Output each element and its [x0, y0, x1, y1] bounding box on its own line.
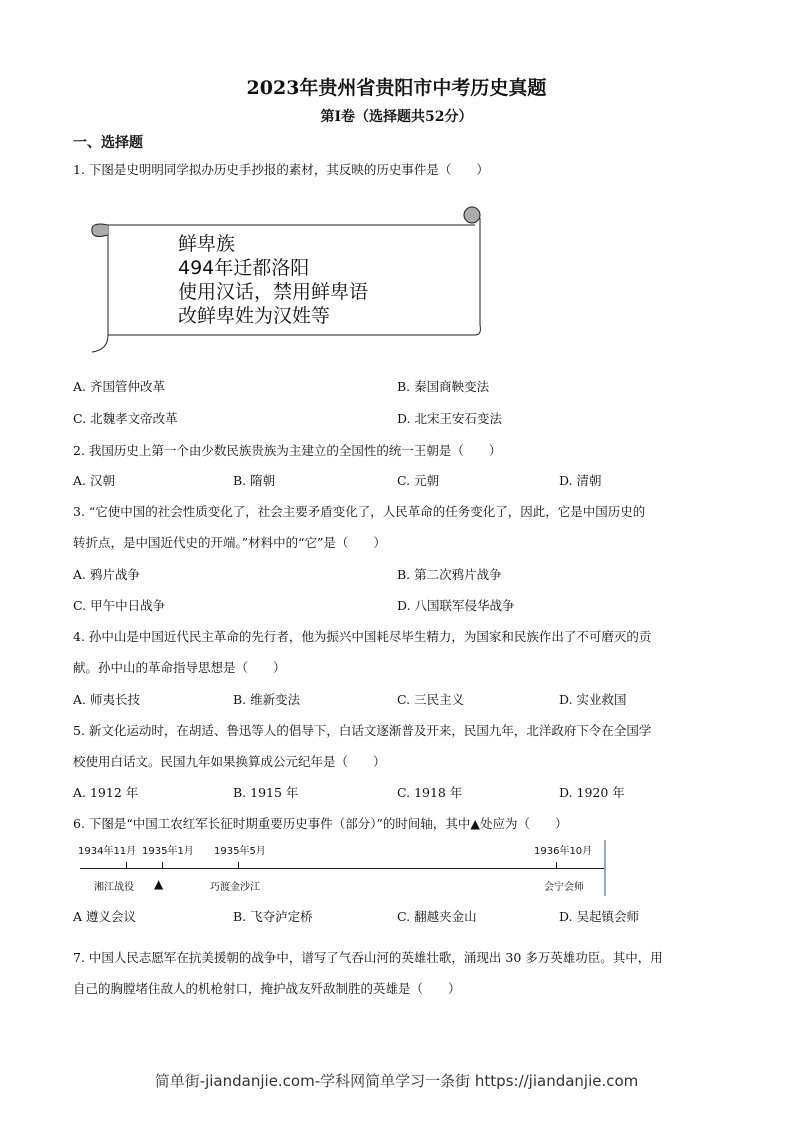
- option: C. 翻越夹金山: [397, 909, 477, 924]
- footer-watermark: 简单街-jiandanjie.com-学科网简单学习一条街 https://jiandanjie.com: [154, 1072, 639, 1090]
- timeline-event-triangle: ▲: [154, 877, 164, 891]
- q4-stem: 4. 孙中山是中国近代民主革命的先行者，他为振兴中国耗尽毕生精力，为国家和民族作出了不可磨灭的贡: [73, 629, 652, 644]
- option: B. 飞夺泸定桥: [233, 909, 313, 924]
- option: A. 鸦片战争: [73, 567, 140, 582]
- option: D. 吴起镇会师: [559, 909, 640, 924]
- timeline-event: 湘江战役: [94, 882, 134, 893]
- option: B. 维新变法: [233, 692, 301, 707]
- option: D. 八国联军侵华战争: [397, 598, 515, 613]
- option: D. 1920 年: [559, 785, 625, 800]
- option: C. 1918 年: [397, 785, 463, 800]
- scroll-line: 494年迁都洛阳: [178, 257, 310, 279]
- timeline-date: 1935年1月: [142, 846, 194, 857]
- scroll-text: [178, 232, 368, 328]
- timeline-event: 会宁会师: [544, 882, 584, 893]
- q5-stem: 校使用白话文。民国九年如果换算成公元纪年是（ ）: [73, 754, 386, 769]
- section-heading: 一、选择题: [73, 135, 143, 151]
- timeline: [78, 836, 608, 900]
- option: B. 隋朝: [233, 473, 276, 488]
- option: C. 甲午中日战争: [73, 598, 166, 613]
- option: D. 实业救国: [559, 692, 627, 707]
- timeline-date: 1935年5月: [214, 846, 266, 857]
- option: A. 汉朝: [73, 473, 115, 488]
- q4-stem: 献。孙中山的革命指导思想是（ ）: [73, 660, 286, 675]
- scroll-line: 改鲜卑姓为汉姓等: [178, 305, 331, 327]
- option: D. 清朝: [559, 473, 602, 488]
- page-subtitle: 第Ⅰ卷（选择题共52分）: [320, 109, 473, 125]
- page-title: 2023年贵州省贵阳市中考历史真题: [246, 77, 547, 99]
- scroll-line: 使用汉话，禁用鲜卑语: [178, 281, 369, 303]
- timeline-date: 1936年10月: [534, 846, 593, 857]
- option: B. 第二次鸦片战争: [397, 567, 502, 582]
- timeline-event: 巧渡金沙江: [210, 882, 260, 893]
- option: B. 秦国商鞅变法: [397, 379, 490, 394]
- q7-stem: 7. 中国人民志愿军在抗美援朝的战争中，谱写了气吞山河的英雄壮歌，涌现出 30 多万英雄功臣。其中，用: [73, 950, 663, 965]
- q3-stem: 3. “它使中国的社会性质变化了，社会主要矛盾变化了，人民革命的任务变化了，因此，它是中国历史的: [73, 504, 646, 519]
- q3-stem: 转折点，是中国近代史的开端。”材料中的“它”是（ ）: [73, 535, 386, 550]
- option: D. 北宋王安石变法: [397, 411, 503, 426]
- option: A. 1912 年: [73, 785, 139, 800]
- q7-stem: 自己的胸膛堵住敌人的机枪射口，掩护战友歼敌制胜的英雄是（ ）: [73, 981, 461, 996]
- option: A. 齐国管仲改革: [73, 379, 165, 394]
- q6-stem: 6. 下图是“中国工农红军长征时期重要历史事件（部分）”的时间轴，其中▲处应为（ ）: [73, 816, 568, 831]
- option: C. 北魏孝文帝改革: [73, 411, 178, 426]
- q2-stem: 2. 我国历史上第一个由少数民族贵族为主建立的全国性的统一王朝是（ ）: [73, 443, 502, 458]
- q1-stem: 1. 下图是史明明同学拟办历史手抄报的素材，其反映的历史事件是（ ）: [73, 162, 489, 177]
- option: B. 1915 年: [233, 785, 299, 800]
- option: C. 元朝: [397, 473, 440, 488]
- option: C. 三民主义: [397, 692, 465, 707]
- option: A. 师夷长技: [73, 692, 140, 707]
- q5-stem: 5. 新文化运动时，在胡适、鲁迅等人的倡导下，白话文逐渐普及开来，民国九年，北洋政府下令在全国学: [73, 723, 652, 738]
- scroll-line: 鲜卑族: [178, 233, 236, 255]
- timeline-date: 1934年11月: [78, 846, 137, 857]
- option: A 遵义会议: [73, 909, 137, 924]
